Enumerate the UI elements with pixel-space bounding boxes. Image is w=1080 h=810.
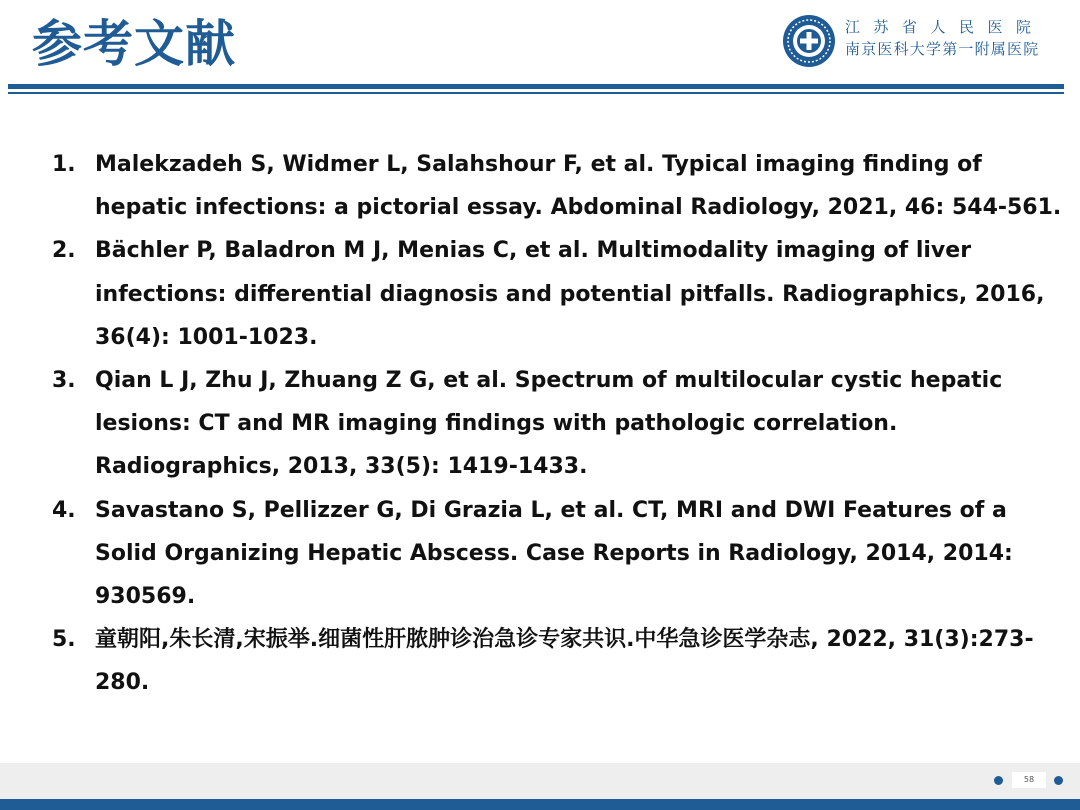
hospital-name [845,16,1055,60]
header-divider-thin [8,92,1064,94]
reference-text: Qian L J, Zhu J, Zhuang Z G, et al. Spectrum of multilocular cystic hepatic lesions: CT and MR imaging findings with pathologic correlation. Radiographics, 2013, 33(5): 1419-1433. [95,368,1003,480]
footer-dot-left-icon [994,776,1003,785]
slide-title: 参考文献 [32,15,236,73]
reference-number: 3. [52,368,76,394]
footer-bar [0,799,1080,810]
reference-number: 4. [52,497,76,523]
reference-text: Bächler P, Baladron M J, Menias C, et al. Multimodality imaging of liver infections: differential diagnosis and potential pitfalls. Radiographics, 2016, 36(4): 1001-1023. [95,238,1045,350]
reference-number: 1. [52,152,76,177]
hospital-logo-icon [782,14,836,68]
reference-item-2 [52,229,1062,359]
hospital-name-line2: 南京医科大学第一附属医院 [845,40,1040,58]
hospital-name-line1: 江苏省人民医院 [845,18,1045,36]
reference-number: 5. [52,627,76,653]
reference-item-3 [52,359,1062,489]
reference-item-5 [52,618,1062,704]
reference-item-1 [52,143,1062,229]
reference-item-4 [52,489,1062,619]
reference-number: 2. [52,238,76,264]
header-divider-thick [8,84,1064,89]
reference-list [52,143,1062,705]
reference-text: Savastano S, Pellizzer G, Di Grazia L, et al. CT, MRI and DWI Features of a Solid Organizing Hepatic Abscess. Case Reports in Radiology, 2014, 2014: 930569. [95,497,1013,610]
reference-text: Malekzadeh S, Widmer L, Salahshour F, et al. Typical imaging finding of hepatic infections: a pictorial essay. Abdominal Radiology, 2021, 46: 544-561. [95,152,1062,221]
page-number: 58 [1012,772,1046,788]
footer-band [0,763,1080,799]
footer-dot-right-icon [1054,776,1063,785]
reference-text: 童朝阳,朱长清,宋振举.细菌性肝脓肿诊治急诊专家共识.中华急诊医学杂志, 2022, 31(3):273-280. [95,627,1034,696]
